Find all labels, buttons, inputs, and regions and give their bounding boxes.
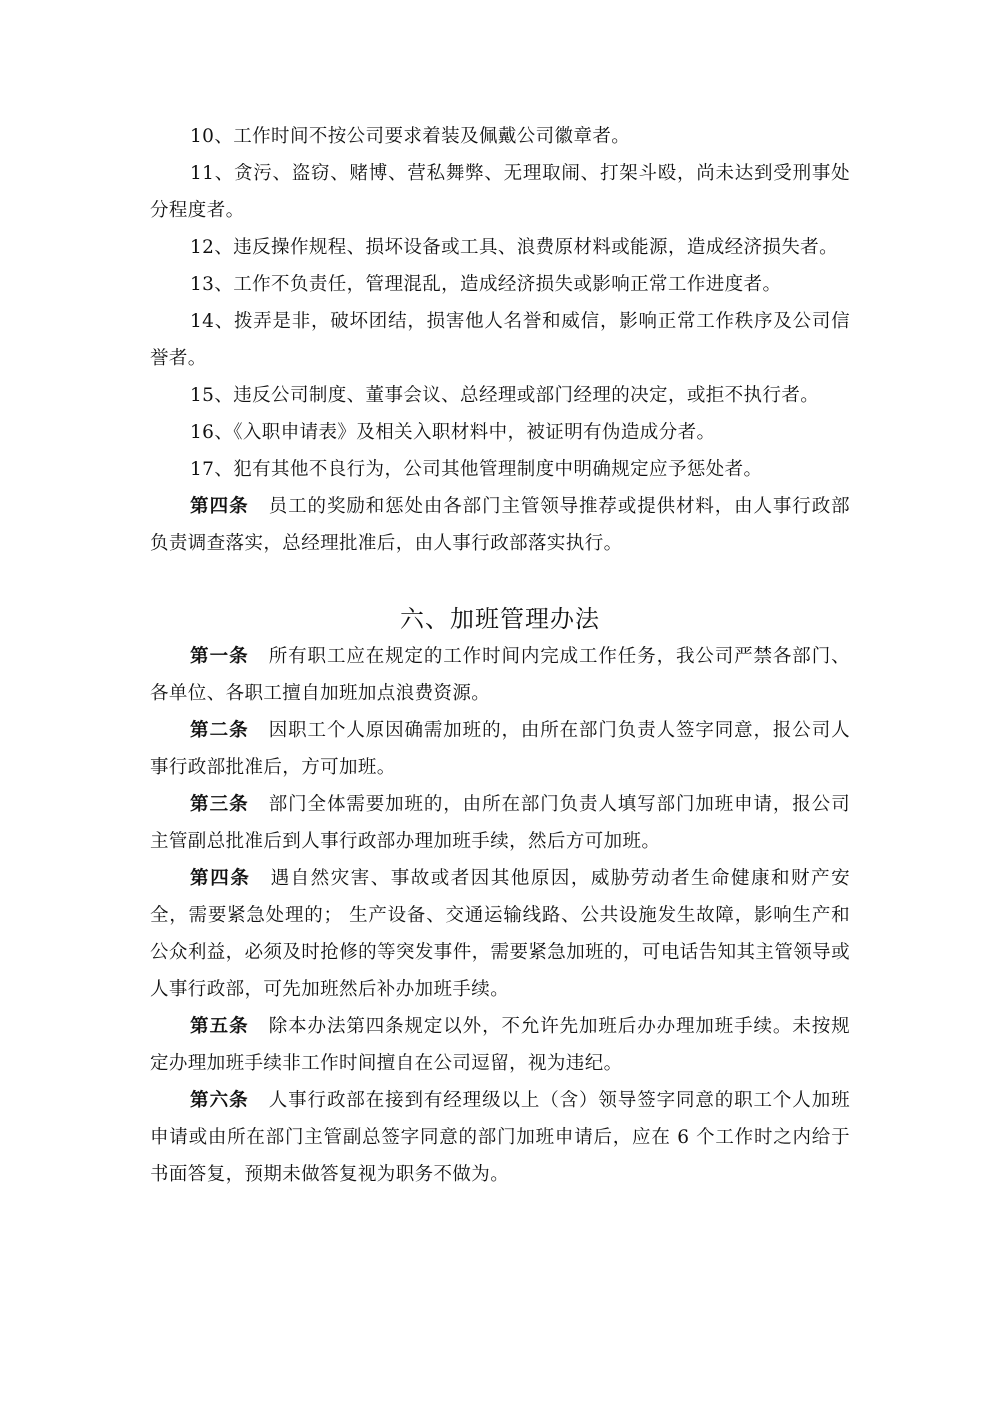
overtime-article-2-text: 因职工个人原因确需加班的，由所在部门负责人签字同意，报公司人事行政部批准后，方可加班。: [150, 720, 850, 778]
article-4-text: 员工的奖励和惩处由各部门主管领导推荐或提供材料，由人事行政部负责调查落实，总经理批准后，由人事行政部落实执行。: [150, 496, 850, 554]
overtime-article-2: [150, 712, 850, 786]
overtime-article-6-lead: 第六条: [190, 1090, 249, 1111]
overtime-article-3: [150, 786, 850, 860]
overtime-article-3-lead: 第三条: [190, 794, 249, 815]
list-item-11: 11、贪污、盗窃、赌博、营私舞弊、无理取闹、打架斗殴，尚未达到受刑事处分程度者。: [150, 163, 850, 221]
overtime-article-4-text: 遇自然灾害、事故或者因其他原因，威胁劳动者生命健康和财产安全，需要紧急处理的； 生产设备、交通运输线路、公共设施发生故障，影响生产和公众利益，必须及时抢修的等突发事件，需要紧急加班的，可电话告知其主管领导或人事行政部，可先加班然后补办加班手续。: [150, 868, 850, 1000]
overtime-article-6: [150, 1082, 850, 1193]
document-page: [150, 118, 850, 1193]
overtime-article-1: [150, 638, 850, 712]
overtime-article-1-lead: 第一条: [190, 646, 249, 667]
list-item-16: 16、《入职申请表》及相关入职材料中，被证明有伪造成分者。: [190, 422, 716, 443]
list-item-12: 12、违反操作规程、损坏设备或工具、浪费原材料或能源，造成经济损失者。: [190, 237, 839, 258]
overtime-article-5: [150, 1008, 850, 1082]
overtime-article-2-lead: 第二条: [190, 720, 249, 741]
section-title: 六、加班管理办法: [400, 605, 600, 633]
list-item-17: 17、犯有其他不良行为，公司其他管理制度中明确规定应予惩处者。: [190, 459, 763, 480]
overtime-article-5-text: 除本办法第四条规定以外，不允许先加班后办办理加班手续。未按规定办理加班手续非工作时间擅自在公司逗留，视为违纪。: [150, 1016, 850, 1074]
list-item-15: 15、违反公司制度、董事会议、总经理或部门经理的决定，或拒不执行者。: [190, 385, 820, 406]
list-item-14: 14、拨弄是非，破坏团结，损害他人名誉和威信，影响正常工作秩序及公司信誉者。: [150, 311, 850, 369]
list-item-13: 13、工作不负责任，管理混乱，造成经济损失或影响正常工作进度者。: [190, 274, 782, 295]
article-4-reward-punishment: [150, 488, 850, 562]
article-4-lead: 第四条: [190, 496, 249, 517]
overtime-article-4: [150, 860, 850, 1008]
overtime-article-5-lead: 第五条: [190, 1016, 249, 1037]
overtime-article-3-text: 部门全体需要加班的，由所在部门负责人填写部门加班申请，报公司主管副总批准后到人事行政部办理加班手续，然后方可加班。: [150, 794, 850, 852]
list-item-10: 10、工作时间不按公司要求着装及佩戴公司徽章者。: [190, 126, 631, 147]
overtime-article-1-text: 所有职工应在规定的工作时间内完成工作任务，我公司严禁各部门、各单位、各职工擅自加班加点浪费资源。: [150, 646, 850, 704]
overtime-article-4-lead: 第四条: [190, 868, 251, 889]
overtime-article-6-text: 人事行政部在接到有经理级以上（含）领导签字同意的职工个人加班申请或由所在部门主管副总签字同意的部门加班申请后，应在 6 个工作时之内给于书面答复，预期未做答复视为职务不做为。: [150, 1090, 850, 1185]
